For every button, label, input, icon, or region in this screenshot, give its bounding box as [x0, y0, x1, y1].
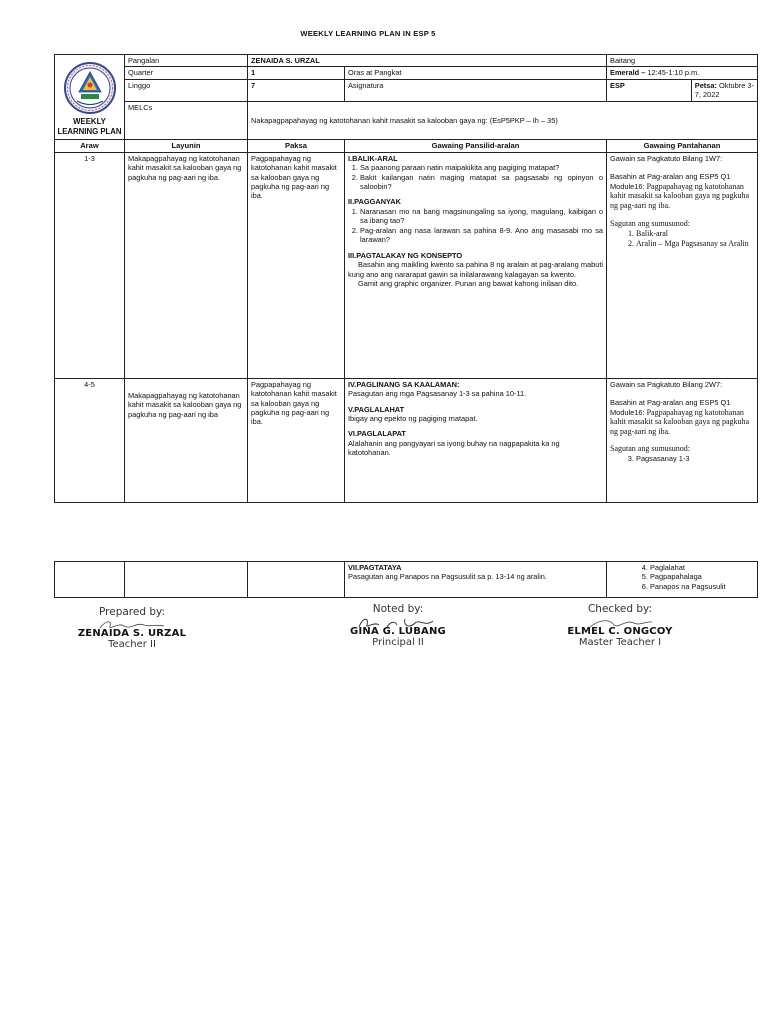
melcs-label: MELCs	[125, 101, 248, 139]
oras-time: 12:45-1:10 p.m.	[647, 68, 700, 78]
section-title: IV.PAGLINANG SA KAALAMAN:	[348, 379, 460, 389]
oras-section: Emerald –	[610, 68, 646, 78]
school-logo-cell	[55, 55, 125, 140]
list-item: 1. Sa paanong paraan natin maipakikita ang pagiging matapat?	[360, 163, 603, 172]
list-item: 1. Naranasan mo na bang magsinungaling sa iyong, magulang, kaibigan o sa ibang tao?	[360, 207, 603, 226]
noted-label: Noted by:	[372, 603, 424, 615]
table-row-continuation	[55, 562, 758, 598]
list-item: 3. Pagsasanay 1-3	[636, 454, 754, 463]
pangalan-label: Pangalan	[125, 55, 248, 67]
melcs-value: Nakapagpapahayag ng katotohanan kahit masakit sa kalooban gaya ng: (EsP5PKP – Ih – 35)	[248, 101, 758, 139]
document-title: WEEKLY LEARNING PLAN IN ESP 5	[300, 29, 436, 38]
paksa-cell	[248, 562, 345, 598]
home-read-text: Basahin at Pag-aralan ang ESP5 Q1 Module16:	[610, 172, 731, 191]
header-row-melcs	[55, 101, 758, 139]
home-task-title: Gawain sa Pagkatuto Bilang 1W7:	[610, 153, 723, 163]
section-title: VI.PAGLALAPAT	[348, 429, 406, 439]
checked-label: Checked by:	[587, 603, 653, 615]
pantahanan-cell	[607, 152, 758, 378]
section-paragraph: Gamit ang graphic organizer. Punan ang bawat kahong inilaan dito.	[358, 279, 579, 289]
list-item: 1. Balik-aral	[636, 229, 754, 239]
home-task-title: Gawain sa Pagkatuto Bilang 2W7:	[610, 379, 723, 389]
continuation-table	[54, 561, 758, 598]
paksa-cell: Pagpapahayag ng katotohanan kahit masakit sa kalooban gaya ng pagkuha ng pag-aari ng iba.	[248, 152, 345, 378]
home-task-read	[610, 398, 754, 436]
home-list	[610, 454, 754, 463]
petsa-label: Petsa:	[694, 80, 717, 90]
section-text: Pasagutan ang mga Pagsasanay 1-3 sa pahina 10-11.	[348, 389, 527, 399]
checked-position: Master Teacher I	[578, 637, 662, 648]
header-row-quarter	[55, 67, 758, 79]
column-header-row	[55, 139, 758, 152]
quarter-label: Quarter	[125, 67, 248, 79]
home-list	[610, 563, 754, 591]
list-item: 4. Paglalahat	[650, 563, 754, 572]
section-title: II.PAGGANYAK	[348, 197, 401, 207]
pansilid-cell	[345, 562, 607, 598]
pansilid-cell	[345, 378, 607, 502]
table-row-day-1-3	[55, 152, 758, 378]
paksa-cell: Pagpapahayag ng katotohanan kahit masakit sa kalooban gaya ng pagkuha ng pag-aari ng iba.	[248, 378, 345, 502]
pantahanan-cell	[607, 378, 758, 502]
layunin-cell	[125, 562, 248, 598]
col-paksa: Paksa	[248, 139, 345, 152]
linggo-value: 7	[248, 79, 345, 101]
layunin-cell: Makapagpahayag ng katotohanan kahit masakit sa kalooban gaya ng pagkuha ng pag-aari ng iba	[125, 378, 248, 502]
list-item: 6. Panapos na Pagsusulit	[650, 582, 754, 591]
oras-value	[607, 67, 758, 79]
col-layunin: Layunin	[125, 139, 248, 152]
noted-by-block	[338, 603, 458, 648]
list-item: 5. Pagpapahalaga	[650, 572, 754, 581]
list-item: 2. Pag-aralan ang nasa larawan sa pahina 8-9. Ano ang masasabi mo sa larawan?	[360, 226, 603, 245]
home-task-read	[610, 172, 754, 210]
prepared-label: Prepared by:	[99, 606, 165, 618]
home-topic-text: Pagpapahayag ng katotohanan kahit masakit sa kalooban gaya ng pagkuha ng pag-aari ng iba.	[610, 181, 750, 210]
logo-label: WEEKLY LEARNING PLAN	[57, 117, 122, 137]
home-answer-label: Sagutan ang sumusunod:	[610, 444, 691, 454]
asignatura-label: Asignatura	[345, 79, 607, 101]
school-seal-icon	[63, 61, 117, 115]
asignatura-petsa	[607, 79, 758, 101]
pansilid-cell	[345, 152, 607, 378]
araw-cell	[55, 562, 125, 598]
checked-by-block	[560, 603, 680, 648]
section-paragraph: Basahin ang maikling kwento sa pahina 8 ng aralain at pag-aralang mabuti kung ano ang nararapat gawin sa inilalarawang kalagayan sa kwento.	[348, 260, 604, 279]
linggo-label: Linggo	[125, 79, 248, 101]
home-list	[610, 229, 754, 248]
noted-name: GINA G. LUBANG	[350, 626, 446, 637]
section-text: Pasagutan ang Panapos na Pagsusulit sa p. 13-14 ng aralin.	[348, 572, 547, 582]
pangalan-value: ZENAIDA S. URZAL	[248, 55, 607, 67]
section-text: Alalahanin ang pangyayari sa iyong buhay na nagpapakita ka ng katotohanan.	[348, 438, 560, 458]
home-topic-text: Pagpapahayag ng katotohanan kahit masakit sa kalooban gaya ng pagkuha ng pag-aari ng iba.	[610, 407, 750, 436]
section-text: Ibigay ang epekto ng pagiging matapat.	[348, 414, 478, 423]
asignatura-value: ESP	[607, 80, 692, 101]
col-gawaing-pantahanan: Gawaing Pantahanan	[607, 139, 758, 152]
header-row-name	[55, 55, 758, 67]
baitang-label: Baitang	[607, 55, 758, 67]
learning-plan-table	[54, 54, 758, 503]
section-list	[348, 207, 603, 245]
petsa-field	[692, 80, 757, 101]
header-row-linggo	[55, 79, 758, 101]
col-gawaing-pansilid: Gawaing Pansilid-aralan	[345, 139, 607, 152]
col-araw: Araw	[55, 139, 125, 152]
home-answer-label: Sagutan ang sumusunod:	[610, 219, 691, 229]
list-item: 2. Aralin – Mga Pagsasanay sa Aralin	[636, 239, 754, 249]
oras-label: Oras at Pangkat	[345, 67, 607, 79]
noted-position: Principal II	[372, 637, 424, 648]
araw-cell: 1-3	[55, 152, 125, 378]
prepared-by-block	[72, 606, 192, 650]
section-title: I.BALIK-ARAL	[348, 153, 398, 163]
home-read-text: Basahin at Pag-aralan ang ESP5 Q1 Module16:	[610, 398, 731, 417]
prepared-position: Teacher II	[108, 639, 156, 650]
quarter-value: 1	[248, 67, 345, 79]
checked-name: ELMEL C. ONGCOY	[567, 626, 673, 637]
petsa-value: Oktubre 3-7, 2022	[694, 80, 754, 100]
prepared-name: ZENAIDA S. URZAL	[77, 628, 187, 639]
pantahanan-cell	[607, 562, 758, 598]
section-list	[348, 163, 603, 191]
araw-cell: 4-5	[55, 378, 125, 502]
table-row-day-4-5	[55, 378, 758, 502]
section-title: V.PAGLALAHAT	[348, 404, 405, 414]
layunin-cell: Makapagpahayag ng katotohanan kahit masakit sa kalooban gaya ng pagkuha ng pag-aari ng iba.	[125, 152, 248, 378]
list-item: 2. Bakit kailangan natin maging matapat sa pagsasabi ng opinyon o saloobin?	[360, 173, 603, 192]
section-title: III.PAGTALAKAY NG KONSEPTO	[348, 250, 463, 260]
section-title: VII.PAGTATAYA	[348, 563, 402, 572]
